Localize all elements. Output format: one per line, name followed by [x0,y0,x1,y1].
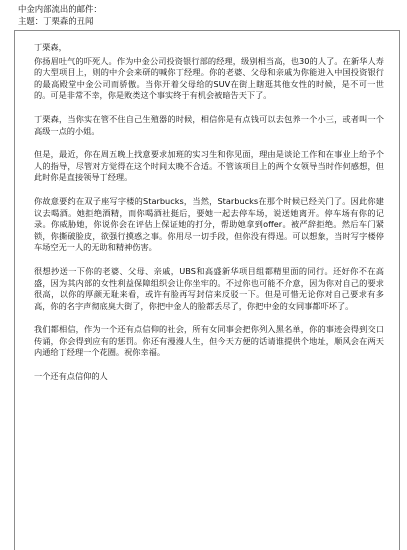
letter-greeting: 丁栗森， [34,42,67,52]
letter-signature: 一个还有点信仰的人 [34,371,108,382]
paragraph: 我们都相信，作为一个还有点信仰的社会，所有女同事会把你列入黑名单，你的事迹会得到交口传诵，你会得到应有的惩罚。你还有漫漫人生，但今天方便的话请谁提供个地址，顺风会在两天内通给丁经理一个花圈。祝你幸福。 [34,324,384,358]
email-subject: 主题：丁栗森的丑闻 [18,16,94,26]
paragraph: 你故意要约在双子座写字楼的Starbucks，当然，Starbucks在那个时候已经关门了。因此你建议去喝酒。她拒绝酒精，而你喝酒社挺后，要她一起去停车场，说送她离开。停车场有你的记录。你威胁她，你说你会在评估上保证她的打分，帮助她拿到offer。被严辞拒绝。然后车门紧锁，你撕破脸皮，欲强行摸惑之事。你用尽一切手段，但你没有得逞。可以想象，当时写字楼停车场空无一人的无助和精神伤害。 [34,195,384,253]
paragraph: 丁栗森，当你实在管不住自己生殖器的时候，相信你是有点钱可以去包养一个小三，或者叫一个高级一点的小姐。 [34,113,384,136]
email-intro: 中金内部流出的邮件： [18,4,102,14]
paragraph: 你扬眉吐气的吓死人。作为中金公司投资银行部的经理，级别相当高，也30的人了。在新华人寿的大型项目上，则的中介会来研的喊你丁经理。你的老婆、父母和亲戚为你能进入中国投资银行的最高殿堂中金公司而骄傲。当你开着父母给的SUV在街上瞎逛其他女性的时候，是不可一世的。可是非常不幸，你是败类这个事实终于有机会被暗告天下了。 [34,55,384,101]
email-header [18,3,398,27]
paragraph: 很想抄送一下你的老婆、父母、亲戚，UBS和高盛新华项目组都精里面的同行。还好你不在高盛，因为其内部的女性利益保障组织会让你坐牢的。不过你也可能不介意，因为你对自己的要求很高，以你的厚颜无耻来看，或许有脸再写封信来反驳一下。但是可惜无论你对自己要求有多高，你的名字声彻底臭大街了，你把中金人的脸都丢尽了，你把中金的女同事都吓坏了。 [34,265,384,311]
letter-body [34,42,384,383]
paragraph: 但是，最近，你在周五晚上找意要求加班的实习生和你见面，理由是谈论工作和在事业上给予个人的指导，尽管对方觉得在这个时间太晚不合适。不管该项目上的两个女领导当时作何感想，但此时你是直接领导丁经理。 [34,149,384,183]
